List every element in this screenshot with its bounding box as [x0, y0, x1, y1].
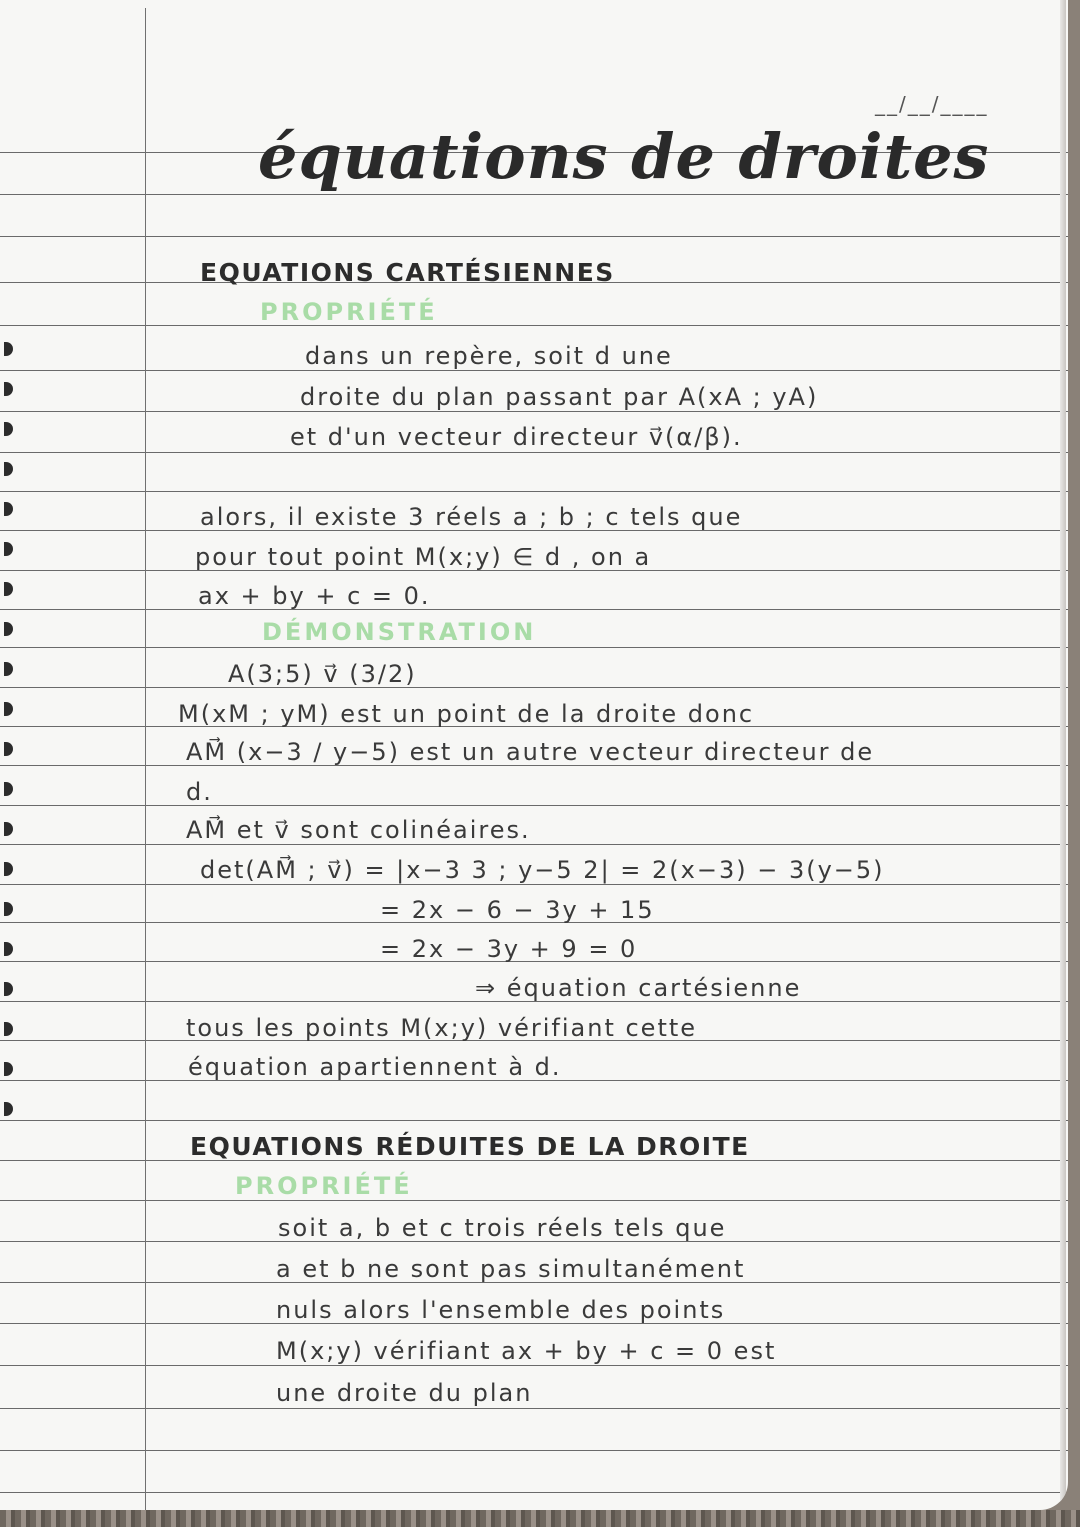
- binder-hole: [4, 982, 13, 996]
- conclusion-line: pour tout point M(x;y) ∈ d , on a: [195, 543, 652, 571]
- demo-line: AM⃗ et v⃗ sont colinéaires.: [186, 816, 531, 844]
- ruled-line: [0, 805, 1068, 806]
- ruled-line: [0, 687, 1068, 688]
- property-line: soit a, b et c trois réels tels que: [278, 1214, 727, 1242]
- page-title: équations de droites: [258, 120, 990, 193]
- binder-hole: [4, 542, 13, 556]
- binder-hole: [4, 1062, 13, 1076]
- label-property: PROPRIÉTÉ: [235, 1172, 413, 1200]
- demo-line: tous les points M(x;y) vérifiant cette: [186, 1014, 698, 1042]
- binder-hole: [4, 342, 13, 356]
- ruled-line: [0, 325, 1068, 326]
- binder-hole: [4, 1022, 13, 1036]
- ruled-line: [0, 411, 1068, 412]
- binder-hole: [4, 662, 13, 676]
- demo-line: M(xM ; yM) est un point de la droite donc: [178, 700, 755, 728]
- binder-hole: [4, 862, 13, 876]
- ruled-line: [0, 491, 1068, 492]
- demo-line: det(AM⃗ ; v⃗) = |x−3 3 ; y−5 2| = 2(x−3) − 3(y−5): [200, 856, 885, 884]
- property-line: droite du plan passant par A(xA ; yA): [300, 383, 819, 411]
- property-line: nuls alors l'ensemble des points: [276, 1296, 726, 1324]
- conclusion-line: ax + by + c = 0.: [198, 582, 431, 610]
- ruled-line: [0, 844, 1068, 845]
- binder-hole: [4, 942, 13, 956]
- ruled-line: [0, 1200, 1068, 1201]
- ruled-line: [0, 1408, 1068, 1409]
- ruled-line: [0, 1492, 1068, 1493]
- binder-hole: [4, 622, 13, 636]
- ruled-line: [0, 452, 1068, 453]
- demo-line: A(3;5) v⃗ (3/2): [228, 660, 417, 688]
- section-heading-reduced: EQUATIONS RÉDUITES DE LA DROITE: [190, 1132, 750, 1161]
- demo-line: d.: [186, 778, 213, 806]
- binder-hole: [4, 422, 13, 436]
- ruled-line: [0, 370, 1068, 371]
- ruled-line: [0, 1450, 1068, 1451]
- page-edge: [1060, 0, 1066, 1510]
- property-line: une droite du plan: [276, 1379, 533, 1407]
- ruled-line: [0, 609, 1068, 610]
- date-field: __/__/____: [875, 92, 989, 116]
- property-line: dans un repère, soit d une: [305, 342, 673, 370]
- label-property: PROPRIÉTÉ: [260, 298, 438, 326]
- binder-hole: [4, 502, 13, 516]
- ruled-line: [0, 1120, 1068, 1121]
- desk-surface: [0, 1510, 1080, 1527]
- conclusion-line: alors, il existe 3 réels a ; b ; c tels que: [200, 503, 743, 531]
- demo-line: équation apartiennent à d.: [188, 1053, 562, 1081]
- property-line: et d'un vecteur directeur v⃗(α/β).: [290, 423, 743, 451]
- ruled-line: [0, 1365, 1068, 1366]
- ruled-line: [0, 884, 1068, 885]
- demo-line: ⇒ équation cartésienne: [475, 974, 802, 1002]
- demo-line: = 2x − 6 − 3y + 15: [380, 896, 655, 924]
- section-heading-cartesian: EQUATIONS CARTÉSIENNES: [200, 258, 615, 287]
- property-line: a et b ne sont pas simultanément: [276, 1255, 746, 1283]
- binder-hole: [4, 462, 13, 476]
- margin-line: [145, 8, 146, 1510]
- binder-hole: [4, 902, 13, 916]
- ruled-line: [0, 236, 1068, 237]
- binder-hole: [4, 1102, 13, 1116]
- binder-hole: [4, 702, 13, 716]
- property-line: M(x;y) vérifiant ax + by + c = 0 est: [276, 1337, 777, 1365]
- binder-hole: [4, 742, 13, 756]
- demo-line: = 2x − 3y + 9 = 0: [380, 935, 638, 963]
- binder-hole: [4, 782, 13, 796]
- binder-hole: [4, 822, 13, 836]
- binder-hole: [4, 382, 13, 396]
- ruled-line: [0, 647, 1068, 648]
- label-demonstration: DÉMONSTRATION: [262, 618, 537, 646]
- binder-hole: [4, 582, 13, 596]
- ruled-line: [0, 194, 1068, 195]
- demo-line: AM⃗ (x−3 / y−5) est un autre vecteur directeur de: [186, 738, 875, 766]
